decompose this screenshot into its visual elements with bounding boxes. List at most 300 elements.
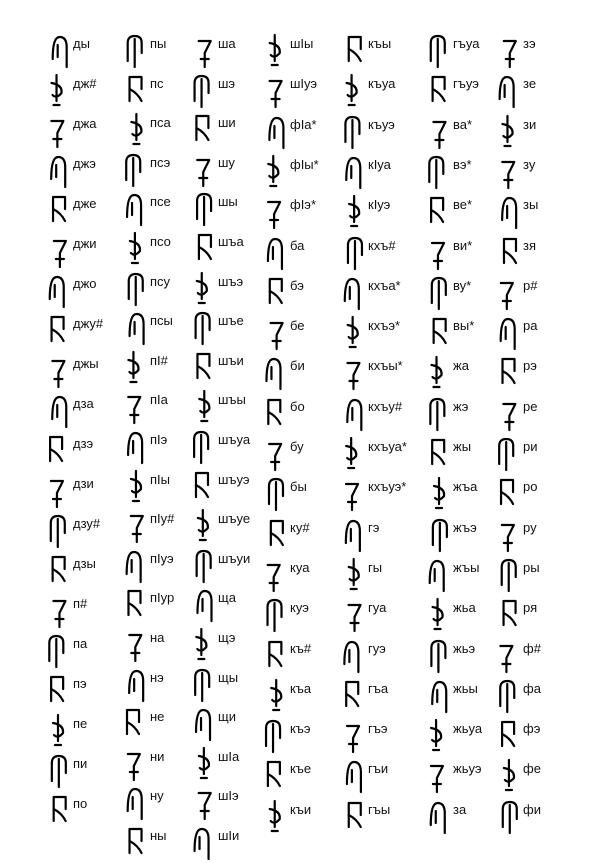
script-glyph (122, 665, 148, 705)
script-glyph (340, 555, 366, 595)
syllable-label: кхъы* (368, 358, 403, 373)
syllable-label: кхъуэ* (368, 479, 407, 494)
syllable-label: джэ (73, 156, 96, 171)
syllable-label: гуа (368, 600, 387, 615)
script-glyph (425, 555, 451, 595)
script-glyph (262, 353, 288, 393)
syllable-label: зи (523, 117, 537, 132)
syllable-label: ри (523, 439, 538, 454)
script-glyph (262, 394, 288, 434)
syllable-label: шIи (218, 828, 240, 843)
script-glyph (190, 625, 216, 665)
script-glyph (190, 823, 216, 863)
script-glyph (190, 110, 216, 150)
script-glyph (45, 71, 71, 111)
syllable-entry (495, 716, 585, 756)
script-glyph (262, 595, 288, 635)
script-glyph (495, 555, 521, 595)
syllable-label: жьуэ (453, 761, 482, 776)
syllable-label: шIа (218, 749, 240, 764)
script-glyph (122, 427, 148, 467)
syllable-label: жэ (453, 399, 469, 414)
syllable-entry (340, 474, 430, 514)
script-glyph (495, 474, 521, 514)
syllable-label: псо (150, 234, 171, 249)
script-glyph (122, 467, 148, 507)
syllable-label: шъи (218, 353, 244, 368)
syllable-entry (340, 71, 430, 111)
script-glyph (262, 313, 288, 353)
script-glyph (262, 676, 288, 716)
syllable-label: псе (150, 194, 171, 209)
script-glyph (122, 71, 148, 111)
syllable-entry (262, 192, 352, 232)
syllable-label: гы (368, 560, 383, 575)
syllable-label: псэ (150, 155, 171, 170)
syllable-entry (495, 192, 585, 232)
script-glyph (122, 823, 148, 863)
script-glyph (190, 585, 216, 625)
script-glyph (190, 546, 216, 586)
syllable-label: гъа (368, 681, 389, 696)
script-glyph (340, 71, 366, 111)
syllable-entry (262, 636, 352, 676)
syllable-label: бу (290, 439, 304, 454)
script-glyph (495, 112, 521, 152)
syllable-label: пIу# (150, 511, 175, 526)
syllable-entry (340, 313, 430, 353)
script-glyph (340, 515, 366, 555)
syllable-label: дзи (73, 476, 94, 491)
syllable-label: пс (150, 76, 164, 91)
syllable-entry (495, 555, 585, 595)
script-glyph (122, 189, 148, 229)
script-glyph (495, 434, 521, 474)
syllable-label: щи (218, 709, 236, 724)
syllable-entry (340, 112, 430, 152)
syllable-label: ша (218, 36, 236, 51)
syllable-label: пы (150, 36, 167, 51)
script-glyph (262, 797, 288, 837)
script-glyph (190, 308, 216, 348)
syllable-entry (495, 233, 585, 273)
script-glyph (45, 111, 71, 151)
syllable-label: пIуэ (150, 551, 174, 566)
syllable-entry (340, 273, 430, 313)
script-glyph (495, 394, 521, 434)
syllable-label: ва* (453, 117, 473, 132)
script-glyph (425, 716, 451, 756)
syllable-label: ны (150, 828, 167, 843)
script-glyph (190, 665, 216, 705)
syllable-label: жъа (453, 479, 478, 494)
syllable-label: къе (290, 761, 312, 776)
script-glyph (45, 751, 71, 791)
script-glyph (45, 311, 71, 351)
syllable-entry (495, 71, 585, 111)
script-glyph (340, 595, 366, 635)
script-glyph (45, 31, 71, 71)
syllable-entry (262, 353, 352, 393)
script-glyph (45, 231, 71, 271)
syllable-label: дзу# (73, 516, 101, 531)
syllable-label: пе (73, 716, 88, 731)
syllable-entry (340, 555, 430, 595)
syllable-label: гъэ (368, 721, 388, 736)
syllable-entry (340, 434, 430, 474)
script-glyph (45, 791, 71, 831)
syllable-entry (262, 515, 352, 555)
syllable-label: шэ (218, 76, 236, 91)
syllable-label: рэ (523, 358, 537, 373)
script-glyph (190, 387, 216, 427)
script-glyph (340, 353, 366, 393)
syllable-label: ро (523, 479, 538, 494)
syllable-label: пIур (150, 590, 175, 605)
syllable-label: вэ* (453, 157, 472, 172)
script-glyph (495, 797, 521, 837)
syllable-label: шъуэ (218, 472, 250, 487)
script-glyph (495, 71, 521, 111)
syllable-label: гъы (368, 802, 391, 817)
script-glyph (495, 233, 521, 273)
syllable-label: пи (73, 756, 88, 771)
syllable-label: на (150, 630, 165, 645)
syllable-entry (262, 756, 352, 796)
syllable-entry (340, 595, 430, 635)
script-glyph (262, 434, 288, 474)
script-glyph (122, 744, 148, 784)
syllable-entry (262, 555, 352, 595)
syllable-label: ра (523, 318, 538, 333)
script-glyph (340, 313, 366, 353)
script-glyph (45, 551, 71, 591)
script-glyph (45, 671, 71, 711)
syllable-label: ря (523, 600, 538, 615)
script-glyph (262, 273, 288, 313)
syllable-entry (495, 394, 585, 434)
syllable-label: ща (218, 590, 236, 605)
syllable-label: бе (290, 318, 305, 333)
script-glyph (190, 427, 216, 467)
syllable-label: р# (523, 278, 538, 293)
syllable-label: нэ (150, 670, 164, 685)
syllable-label: гэ (368, 520, 380, 535)
script-glyph (340, 31, 366, 71)
syllable-label: джо (73, 276, 97, 291)
syllable-label: бо (290, 399, 305, 414)
script-glyph (425, 797, 451, 837)
syllable-label: зе (523, 76, 537, 91)
script-glyph (262, 233, 288, 273)
script-glyph (340, 676, 366, 716)
script-glyph (495, 676, 521, 716)
script-glyph (495, 636, 521, 676)
syllable-label: шы (218, 194, 238, 209)
syllable-label: фIэ* (290, 197, 316, 212)
syllable-entry (262, 474, 352, 514)
syllable-label: жьы (453, 681, 478, 696)
syllable-label: куа (290, 560, 310, 575)
syllable-label: жъэ (453, 520, 477, 535)
script-glyph (425, 676, 451, 716)
syllable-label: жа (453, 358, 469, 373)
syllable-label: жьэ (453, 641, 476, 656)
syllable-label: би (290, 358, 305, 373)
script-glyph (425, 595, 451, 635)
syllable-entry (495, 313, 585, 353)
script-glyph (425, 192, 451, 232)
syllable-entry (495, 152, 585, 192)
syllable-label: пIэ (150, 432, 168, 447)
syllable-label: ни (150, 749, 165, 764)
script-glyph (190, 348, 216, 388)
syllable-label: жъы (453, 560, 480, 575)
syllable-label: зы (523, 197, 539, 212)
script-glyph (45, 151, 71, 191)
script-glyph (340, 192, 366, 232)
syllable-label: кхъ# (368, 238, 396, 253)
script-glyph (425, 313, 451, 353)
script-glyph (45, 711, 71, 751)
syllable-entry (495, 797, 585, 837)
script-glyph (122, 229, 148, 269)
syllable-label: кIуа (368, 157, 391, 172)
syllable-label: шъуе (218, 511, 251, 526)
script-glyph (495, 313, 521, 353)
syllable-entry (262, 273, 352, 313)
script-glyph (340, 394, 366, 434)
script-glyph (122, 269, 148, 309)
script-glyph (190, 704, 216, 744)
syllable-label: фе (523, 761, 541, 776)
syllable-entry (340, 797, 430, 837)
syllable-label: шIэ (218, 788, 239, 803)
syllable-label: гъи (368, 761, 389, 776)
syllable-label: зя (523, 238, 536, 253)
syllable-entry (262, 112, 352, 152)
syllable-entry (495, 31, 585, 71)
syllable-label: гъуэ (453, 76, 479, 91)
syllable-label: фIа* (290, 117, 317, 132)
syllable-label: фи (523, 802, 541, 817)
script-glyph (45, 631, 71, 671)
syllable-entry (495, 353, 585, 393)
syllable-entry (340, 636, 430, 676)
syllable-label: шу (218, 155, 235, 170)
syllable-label: не (150, 709, 165, 724)
script-glyph (340, 233, 366, 273)
script-glyph (425, 515, 451, 555)
syllable-label: щэ (218, 630, 236, 645)
syllable-label: псу (150, 274, 171, 289)
syllable-label: гъуа (453, 36, 480, 51)
script-glyph (425, 233, 451, 273)
syllable-label: зу (523, 157, 536, 172)
script-glyph (262, 756, 288, 796)
script-glyph (425, 71, 451, 111)
syllable-label: шъуи (218, 551, 251, 566)
script-glyph (262, 515, 288, 555)
syllable-entry (340, 676, 430, 716)
syllable-label: къ# (290, 641, 312, 656)
syllable-label: къы (368, 36, 392, 51)
script-glyph (122, 546, 148, 586)
syllable-entry (262, 152, 352, 192)
syllable-label: ву* (453, 278, 472, 293)
syllable-label: дже (73, 196, 97, 211)
syllable-label: пса (150, 115, 171, 130)
syllable-entry (495, 676, 585, 716)
syllable-entry (340, 152, 430, 192)
script-glyph (495, 31, 521, 71)
script-glyph (425, 273, 451, 313)
script-glyph (122, 110, 148, 150)
script-glyph (190, 506, 216, 546)
syllable-label: шъе (218, 313, 244, 328)
syllable-label: кхъэ* (368, 318, 401, 333)
syllable-entry (340, 31, 430, 71)
script-glyph (262, 71, 288, 111)
syllable-label: къи (290, 802, 312, 817)
script-glyph (262, 192, 288, 232)
script-glyph (190, 71, 216, 111)
script-glyph (495, 716, 521, 756)
script-glyph (122, 625, 148, 665)
syllable-label: за (453, 802, 467, 817)
syllable-entry (495, 273, 585, 313)
syllable-label: джы (73, 356, 99, 371)
syllable-label: жьа (453, 600, 476, 615)
syllable-label: шIуэ (290, 76, 318, 91)
script-glyph (425, 353, 451, 393)
script-glyph (262, 112, 288, 152)
syllable-entry (262, 313, 352, 353)
script-glyph (495, 152, 521, 192)
syllable-label: па (73, 636, 88, 651)
script-glyph (425, 756, 451, 796)
syllable-label: пэ (73, 676, 87, 691)
syllable-entry (340, 353, 430, 393)
syllable-label: ру (523, 520, 537, 535)
syllable-label: куэ (290, 600, 309, 615)
syllable-label: дза (73, 396, 94, 411)
syllable-label: шъы (218, 392, 246, 407)
script-glyph (45, 471, 71, 511)
script-glyph (340, 434, 366, 474)
script-glyph (340, 273, 366, 313)
syllable-label: ви* (453, 238, 473, 253)
syllable-label: пIы (150, 472, 170, 487)
script-glyph (340, 797, 366, 837)
script-glyph (495, 273, 521, 313)
script-glyph (122, 506, 148, 546)
syllable-label: дзэ (73, 436, 94, 451)
script-glyph (190, 783, 216, 823)
syllable-label: ры (523, 560, 540, 575)
script-glyph (122, 387, 148, 427)
syllable-label: дзы (73, 556, 96, 571)
syllable-label: къуэ (368, 117, 395, 132)
script-glyph (262, 636, 288, 676)
script-glyph (425, 112, 451, 152)
syllable-label: бэ (290, 278, 304, 293)
script-glyph (190, 31, 216, 71)
syllable-entry (340, 192, 430, 232)
syllable-label: ве* (453, 197, 473, 212)
script-glyph (425, 636, 451, 676)
script-glyph (340, 756, 366, 796)
syllable-entry (262, 434, 352, 474)
script-glyph (495, 353, 521, 393)
syllable-entry (262, 233, 352, 273)
script-glyph (190, 189, 216, 229)
syllable-entry (340, 716, 430, 756)
syllable-label: ды (73, 36, 90, 51)
syllable-entry (340, 233, 430, 273)
script-glyph (190, 744, 216, 784)
script-glyph (340, 716, 366, 756)
syllable-label: шъа (218, 234, 244, 249)
syllable-label: кхъа* (368, 278, 401, 293)
syllable-label: джа (73, 116, 97, 131)
syllable-label: фIы* (290, 157, 319, 172)
script-glyph (340, 152, 366, 192)
syllable-label: кхъуа* (368, 439, 407, 454)
script-glyph (495, 756, 521, 796)
script-glyph (45, 391, 71, 431)
syllable-entry (262, 797, 352, 837)
script-glyph (340, 112, 366, 152)
script-glyph (262, 31, 288, 71)
syllable-label: дж# (73, 76, 97, 91)
script-glyph (262, 474, 288, 514)
script-glyph (262, 716, 288, 756)
script-glyph (340, 474, 366, 514)
script-glyph (122, 704, 148, 744)
syllable-label: ф# (523, 641, 541, 656)
syllable-label: жьуа (453, 721, 483, 736)
script-glyph (340, 636, 366, 676)
syllable-entry (495, 756, 585, 796)
script-glyph (425, 434, 451, 474)
script-glyph (190, 150, 216, 190)
syllable-label: ба (290, 238, 305, 253)
syllable-label: фа (523, 681, 541, 696)
script-glyph (425, 31, 451, 71)
script-glyph (45, 271, 71, 311)
syllable-entry (495, 595, 585, 635)
syllable-label: пI# (150, 353, 168, 368)
script-glyph (122, 348, 148, 388)
syllable-label: пIа (150, 392, 168, 407)
script-glyph (122, 31, 148, 71)
syllable-entry (262, 595, 352, 635)
script-glyph (425, 394, 451, 434)
script-glyph (45, 511, 71, 551)
syllable-entry (495, 434, 585, 474)
script-glyph (45, 351, 71, 391)
syllable-label: шъуа (218, 432, 251, 447)
syllable-label: ши (218, 115, 236, 130)
syllable-label: жы (453, 439, 472, 454)
syllable-label: кхъу# (368, 399, 403, 414)
syllable-entry (340, 394, 430, 434)
script-glyph (262, 152, 288, 192)
syllable-entry (262, 676, 352, 716)
syllable-entry (495, 515, 585, 555)
script-glyph (190, 269, 216, 309)
